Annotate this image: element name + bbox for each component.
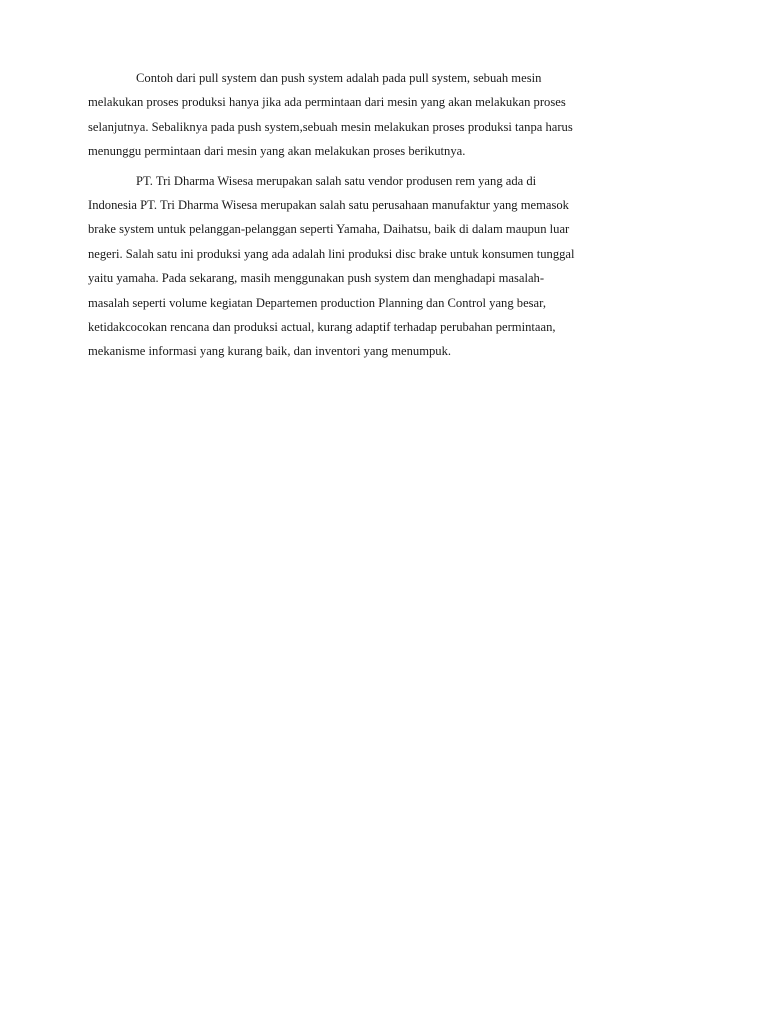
text-line: PT. Tri Dharma Wisesa merupakan salah satu vendor produsen rem yang ada di bbox=[136, 173, 537, 188]
text-line: Contoh dari pull system dan push system adalah pada pull system, sebuah mesin bbox=[136, 71, 542, 85]
text-line: negeri. Salah satu ini produksi yang ada adalah lini produksi disc brake untuk konsumen tunggal bbox=[88, 246, 575, 261]
text-line: brake system untuk pelanggan-pelanggan seperti Yamaha, Daihatsu, baik di dalam maupun luar bbox=[88, 222, 570, 237]
text-line: Indonesia PT. Tri Dharma Wisesa merupakan salah satu perusahaan manufaktur yang memasok bbox=[88, 197, 569, 212]
text-line: melakukan proses produksi hanya jika ada permintaan dari mesin yang akan melakukan proses bbox=[88, 95, 566, 110]
document-body bbox=[88, 66, 688, 369]
text-line: menunggu permintaan dari mesin yang akan melakukan proses berikutnya. bbox=[88, 144, 466, 159]
text-line: mekanisme informasi yang kurang baik, dan inventori yang menumpuk. bbox=[88, 344, 452, 359]
paragraph-tri-dharma-wisesa bbox=[88, 169, 688, 364]
paragraph-pull-push-system bbox=[88, 66, 688, 164]
text-line: selanjutnya. Sebaliknya pada push system,sebuah mesin melakukan proses produksi tanpa harus bbox=[88, 119, 573, 134]
text-line: yaitu yamaha. Pada sekarang, masih menggunakan push system dan menghadapi masalah- bbox=[88, 271, 545, 286]
text-line: masalah seperti volume kegiatan Departemen production Planning dan Control yang besar, bbox=[88, 295, 546, 310]
text-line: ketidakcocokan rencana dan produksi actual, kurang adaptif terhadap perubahan permintaan, bbox=[88, 319, 556, 334]
